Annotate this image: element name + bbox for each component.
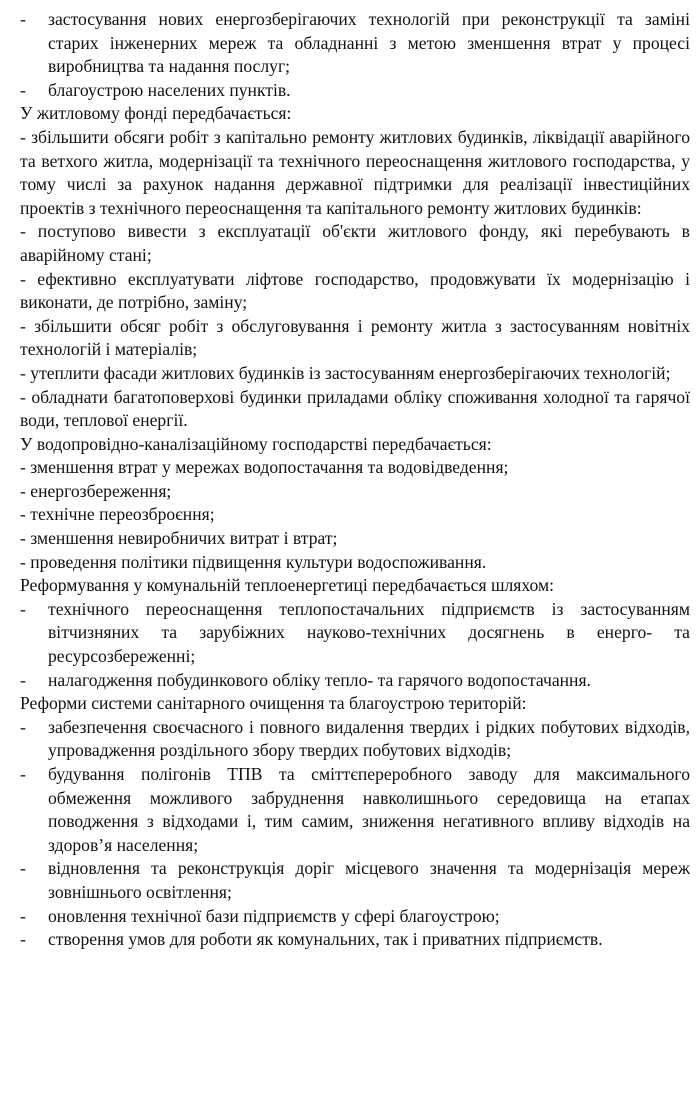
list-item bbox=[20, 598, 690, 669]
list-item-text: застосування нових енергозберігаючих технологій при реконструкції та заміні старих інженерних мереж та обладнанні з метою зменшення втрат у процесі виробництва та надання послуг; bbox=[48, 9, 690, 77]
list-item bbox=[20, 8, 690, 79]
list-item bbox=[20, 928, 690, 952]
list-item-text: технічне переозброєння; bbox=[30, 504, 215, 525]
list-item bbox=[20, 315, 690, 362]
list-item bbox=[20, 480, 690, 504]
list-item-text: утеплити фасади житлових будинків із застосуванням енергозберігаючих технологій; bbox=[30, 362, 671, 383]
dash-marker: - bbox=[20, 79, 26, 100]
dash-marker: - bbox=[20, 457, 26, 478]
dash-marker: - bbox=[20, 929, 26, 950]
dash-marker: - bbox=[20, 528, 26, 549]
list-item-text: збільшити обсяги робіт з капітально ремонту житлових будинків, ліквідації аварійного та ветхого житла, модернізації та технічного переоснащення житлового господарства, у тому числі за рахунок надання державної підтримки для реалізації інвестиційних проектів з технічного переоснащення та капітального ремонту житлових будинків: bbox=[20, 126, 690, 218]
list-item-text: оновлення технічної бази підприємств у сфері благоустрою; bbox=[48, 905, 500, 926]
dash-marker: - bbox=[20, 858, 26, 879]
dash-marker: - bbox=[20, 598, 26, 619]
list-item-text: благоустрою населених пунктів. bbox=[48, 79, 291, 100]
dash-marker: - bbox=[20, 905, 26, 926]
dash-marker: - bbox=[20, 669, 26, 690]
list-item-text: створення умов для роботи як комунальних, так і приватних підприємств. bbox=[48, 929, 603, 950]
dash-marker: - bbox=[20, 126, 26, 147]
section-heading-heat: Реформування у комунальній теплоенергетиці передбачається шляхом: bbox=[20, 575, 554, 596]
list-item-text: зменшення втрат у мережах водопостачання та водовідведення; bbox=[30, 457, 509, 478]
section-heading-housing: У житловому фонді передбачається: bbox=[20, 103, 292, 124]
list-item-text: технічного переоснащення теплопостачальних підприємств із застосуванням вітчизняних та зарубіжних науково-технічних досягнень в енерго- та ресурсозбереженні; bbox=[48, 598, 690, 667]
dash-marker: - bbox=[20, 362, 26, 383]
list-item bbox=[20, 386, 690, 433]
list-item-text: енергозбереження; bbox=[30, 480, 172, 501]
list-item bbox=[20, 763, 690, 857]
dash-marker: - bbox=[20, 315, 26, 336]
list-item bbox=[20, 503, 690, 527]
list-item-text: забезпечення своєчасного і повного видалення твердих і рідких побутових відходів, упровадження роздільного збору твердих побутових відходів; bbox=[48, 716, 690, 761]
list-item bbox=[20, 268, 690, 315]
dash-marker: - bbox=[20, 268, 26, 289]
list-item-text: обладнати багатоповерхові будинки приладами обліку споживання холодної та гарячої води, теплової енергії. bbox=[20, 386, 690, 431]
dash-marker: - bbox=[20, 716, 26, 737]
section-heading-water: У водопровідно-каналізаційному господарстві передбачається: bbox=[20, 433, 492, 454]
list-item bbox=[20, 456, 690, 480]
list-item bbox=[20, 857, 690, 904]
list-item bbox=[20, 905, 690, 929]
list-item bbox=[20, 362, 690, 386]
list-item bbox=[20, 551, 690, 575]
list-item-text: відновлення та реконструкція доріг місцевого значення та модернізація мереж зовнішнього освітлення; bbox=[48, 858, 690, 902]
dash-marker: - bbox=[20, 764, 26, 784]
list-item bbox=[20, 79, 690, 103]
list-item bbox=[20, 126, 690, 220]
list-item-text: поступово вивести з експлуатації об'єкти житлового фонду, які перебувають в аварійному стані; bbox=[20, 221, 690, 265]
section-heading-sanitation: Реформи системи санітарного очищення та благоустрою територій: bbox=[20, 693, 527, 714]
list-item bbox=[20, 220, 690, 267]
list-item bbox=[20, 527, 690, 551]
dash-marker: - bbox=[20, 551, 26, 572]
dash-marker: - bbox=[20, 480, 26, 501]
list-item-text: ефективно експлуатувати ліфтове господарство, продовжувати їх модернізацію і виконати, де потрібно, заміну; bbox=[20, 268, 690, 313]
list-item bbox=[20, 716, 690, 763]
dash-marker: - bbox=[20, 386, 26, 407]
dash-marker: - bbox=[20, 504, 26, 525]
list-item-text: збільшити обсяг робіт з обслуговування і ремонту житла з застосуванням новітніх технологій і матеріалів; bbox=[20, 315, 690, 360]
dash-marker: - bbox=[20, 221, 26, 242]
list-item bbox=[20, 669, 690, 693]
dash-marker: - bbox=[20, 9, 26, 29]
list-item-text: будування полігонів ТПВ та сміттєпереробного заводу для максимального обмеження можливого забруднення навколишнього середовища на етапах поводження з відходами і, тим самим, зниження негативного впливу відходів на здоров’я населення; bbox=[48, 764, 690, 855]
list-item-text: проведення політики підвищення культури водоспоживання. bbox=[30, 551, 487, 572]
list-item-text: зменшення невиробничих витрат і втрат; bbox=[30, 528, 338, 549]
list-item-text: налагодження побудинкового обліку тепло- та гарячого водопостачання. bbox=[48, 669, 591, 690]
